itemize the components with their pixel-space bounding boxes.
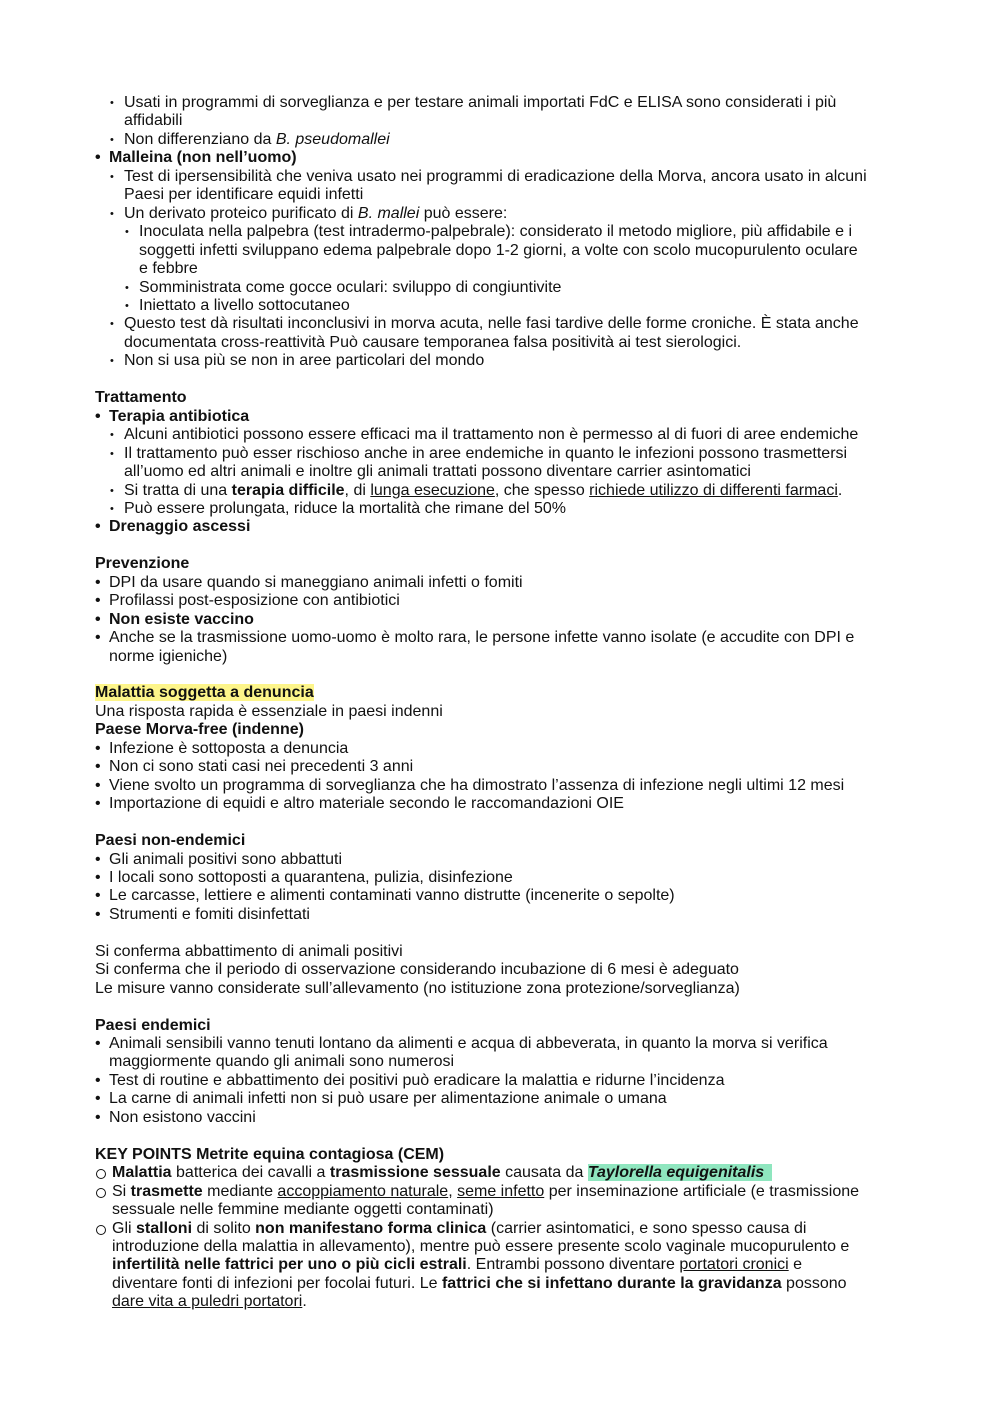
list-item: Si trasmette mediante accoppiamento naturale, seme infetto per inseminazione artificiale (e trasmissione [95, 1183, 915, 1201]
list-item: • Test di ipersensibilità che veniva usato nei programmi di eradicazione della Morva, ancora usato in alcuni [110, 167, 867, 185]
section-heading-non-endemici: Paesi non-endemici [95, 832, 246, 850]
list-item: • Test di routine e abbattimento dei positivi può eradicare la malattia e ridurne l’incidenza [95, 1071, 725, 1089]
list-item: • Non ci sono stati casi nei precedenti 3 anni [95, 758, 414, 776]
list-item: • Somministrata come gocce oculari: sviluppo di congiuntivite [125, 278, 562, 296]
bullet-icon: • [125, 226, 129, 239]
bullet-icon: • [95, 1071, 101, 1089]
list-item: • Può essere prolungata, riduce la mortalità che rimane del 50% [110, 499, 567, 517]
list-item: • Questo test dà risultati inconclusivi in morva acuta, nelle fasi tardive delle forme croniche. È stata anche [110, 315, 859, 333]
bullet-icon: • [110, 133, 114, 146]
hollow-bullet-icon [96, 1169, 106, 1179]
list-item: • DPI da usare quando si maneggiano animali infetti o fomiti [95, 573, 523, 591]
bullet-icon: • [95, 610, 101, 628]
hollow-bullet-icon [96, 1188, 106, 1198]
section-heading-denuncia: Malattia soggetta a denuncia [95, 684, 314, 702]
bullet-icon: • [110, 447, 114, 460]
list-item: • Non esiste vaccino [95, 610, 254, 628]
list-item: • Si tratta di una terapia difficile, di lunga esecuzione, che spesso richiede utilizzo di differenti farmaci. [110, 481, 843, 499]
section-heading-trattamento: Trattamento [95, 389, 187, 407]
bullet-icon: • [95, 739, 101, 757]
bullet-icon: • [110, 484, 114, 497]
bullet-icon: • [95, 592, 101, 610]
paragraph: Una risposta rapida è essenziale in paesi indenni [95, 702, 443, 720]
bullet-icon: • [110, 429, 114, 442]
bullet-icon: • [110, 170, 114, 183]
bullet-icon: • [95, 776, 101, 794]
list-item: Gli stalloni di solito non manifestano forma clinica (carrier asintomatici, e sono spesso causa di [95, 1220, 915, 1238]
bullet-icon: • [110, 355, 114, 368]
list-item: • Non differenziano da B. pseudomallei [110, 130, 390, 148]
section-heading-endemici: Paesi endemici [95, 1016, 211, 1034]
list-item: • Profilassi post-esposizione con antibiotici [95, 592, 400, 610]
bullet-icon: • [125, 299, 129, 312]
section-heading-prevenzione: Prevenzione [95, 555, 190, 573]
list-item: • Malleina (non nell’uomo) [95, 149, 297, 167]
bullet-icon: • [95, 905, 101, 923]
bullet-icon: • [95, 1035, 101, 1053]
bullet-icon: • [125, 281, 129, 294]
list-item: • Il trattamento può esser rischioso anche in aree endemiche in quanto le infezioni possono trasmettersi [110, 444, 848, 462]
list-item: • La carne di animali infetti non si può usare per alimentazione animale o umana [95, 1090, 667, 1108]
section-heading-cem: KEY POINTS Metrite equina contagiosa (CEM) [95, 1145, 445, 1163]
list-item: • Non si usa più se non in aree particolari del mondo [110, 352, 485, 370]
bullet-icon: • [95, 1090, 101, 1108]
list-item: • Un derivato proteico purificato di B. mallei può essere: [110, 204, 508, 222]
list-item: • I locali sono sottoposti a quarantena, pulizia, disinfezione [95, 868, 513, 886]
bullet-icon: • [110, 502, 114, 515]
bullet-icon: • [95, 795, 101, 813]
list-item: • Usati in programmi di sorveglianza e per testare animali importati FdC e ELISA sono considerati i più [110, 94, 837, 111]
bullet-icon: • [110, 97, 114, 109]
bullet-icon: • [110, 318, 114, 331]
bullet-icon: • [95, 850, 101, 868]
document-page: • Usati in programmi di sorveglianza e per testare animali importati FdC e ELISA sono considerati i più affidabili • Non differenziano da B. pseudomallei • Malleina (non nell’uomo) • Test di ipersensibilità che veniva usato nei programmi di eradicazione della Morva, ancora usato in alcuni Paesi per identificare equidi infetti • Un derivato proteico purificato di B. mallei può essere: • Inoculata nella palpebra (test intradermo-palpebrale): considerato il metodo migliore, più affidabile e i soggetti infetti sviluppano edema palpebrale dopo 1-2 giorni, a volte con scolo mucopurulento oculare e febbre • Somministrata come gocce oculari: sviluppo di congiuntivite • Iniettato a livello sottocutaneo • Questo test dà risultati inconclusivi in morva acuta, nelle fasi tardive delle forme croniche. È stata anche documentata cross-reattività Può causare temporanea falsa positività ai test sierologici. • Non si usa più se non in aree particolari del mondo Trattamento • Terapia antibiotica • Alcuni antibiotici possono essere efficaci ma il trattamento non è permesso al di fuori di aree endemiche • Il trattamento può esser rischioso anche in aree endemiche in quanto le infezioni possono trasmettersi all’uomo ed altri animali e inoltre gli animali trattati possono diventare carrier asintomatici • Si tratta di una terapia difficile, di lunga esecuzione, che spesso richiede utilizzo di differenti farmaci. • Può essere prolungata, riduce la mortalità che rimane del 50% • Drenaggio ascessi Prevenzione • DPI da usare quando si maneggiano animali infetti o fomiti • Profilassi post-esposizione con antibiotici • Non esiste vaccino • Anche se la trasmissione uomo-uomo è molto rara, le persone infette vanno isolate (e accudite con DPI e norme igieniche) Malattia soggetta a denuncia Una risposta rapida è essenziale in paesi indenni Paese Morva-free (indenne) • Infezione è sottoposta a denuncia • Non ci sono stati casi nei precedenti 3 anni • Viene svolto un programma di sorveglianza che ha dimostrato l’assenza di infezione negli ultimi 12 mesi • Importazione di equidi e altro materiale secondo le raccomandazioni OIE Paesi non-endemici • Gli animali positivi sono abbattuti • I locali sono sottoposti a quarantena, pulizia, disinfezione • Le carcasse, lettiere e alimenti contaminati vanno distrutte (incenerite o sepolte) • Strumenti e fomiti disinfettati Si conferma abbattimento di animali positivi Si conferma che il periodo di osservazione considerando incubazione di 6 mesi è adeguato Le misure vanno considerate sull’allevamento (no istituzione zona protezione/sorveglianza) Paesi endemici • Animali sensibili vanno tenuti lontano da alimenti e acqua di abbeverata, in quanto la morva si verifica maggiormente quando gli animali sono numerosi • Test di routine e abbattimento dei positivi può eradicare la malattia e ridurne l’incidenza • La carne di animali infetti non si può usare per alimentazione animale o umana • Non esistono vaccini KEY POINTS Metrite equina contagiosa (CEM) Malattia batterica dei cavalli a trasmissione sessuale causata da Taylorella equigenitalis Si trasmette mediante accoppiamento naturale, seme infetto per inseminazione artificiale (e trasmissione sessuale nelle femmine mediante oggetti contaminati) Gli stalloni di solito non manifestano forma clinica (carrier asintomatici, e sono spesso causa di introduzione della malattia in allevamento), mentre può essere presente scolo vaginale mucopurulento e infertilità nelle fattrici per uno o più cicli estrali. Entrambi possono diventare portatori cronici e diventare fonti di infezioni per focolai futuri. Le fattrici che si infettano durante la gravidanza possono dare vita a puledri portatori. [95, 94, 915, 1312]
list-item: • Inoculata nella palpebra (test intradermo-palpebrale): considerato il metodo migliore, più affidabile e i [125, 223, 852, 241]
bullet-icon: • [95, 629, 101, 647]
list-item: • Terapia antibiotica [95, 407, 250, 425]
list-item: • Alcuni antibiotici possono essere efficaci ma il trattamento non è permesso al di fuori di aree endemiche [110, 426, 859, 444]
list-item: • Animali sensibili vanno tenuti lontano da alimenti e acqua di abbeverata, in quanto la morva si verifica [95, 1035, 828, 1053]
subheading: Paese Morva-free (indenne) [95, 721, 304, 739]
bullet-icon: • [95, 407, 101, 425]
bullet-icon: • [95, 868, 101, 886]
list-item: • Strumenti e fomiti disinfettati [95, 905, 310, 923]
list-item: Malattia batterica dei cavalli a trasmissione sessuale causata da Taylorella equigenitalis [95, 1164, 915, 1182]
list-item: • Non esistono vaccini [95, 1108, 256, 1126]
paragraph: Si conferma che il periodo di osservazione considerando incubazione di 6 mesi è adeguato [95, 961, 739, 979]
paragraph: Si conferma abbattimento di animali positivi [95, 942, 403, 960]
list-item: • Le carcasse, lettiere e alimenti contaminati vanno distrutte (incenerite o sepolte) [95, 887, 675, 905]
bullet-icon: • [110, 207, 114, 220]
highlight-taylorella: Taylorella equigenitalis [588, 1164, 772, 1181]
bullet-icon: • [95, 758, 101, 776]
list-item: • Importazione di equidi e altro materiale secondo le raccomandazioni OIE [95, 795, 624, 813]
bullet-icon: • [95, 887, 101, 905]
list-item: • Drenaggio ascessi [95, 518, 251, 536]
list-item: • Iniettato a livello sottocutaneo [125, 296, 350, 314]
bullet-icon: • [95, 573, 101, 591]
list-item: • Gli animali positivi sono abbattuti [95, 850, 343, 868]
list-item: • Viene svolto un programma di sorveglianza che ha dimostrato l’assenza di infezione negli ultimi 12 mesi [95, 776, 845, 794]
paragraph: Le misure vanno considerate sull’allevamento (no istituzione zona protezione/sorveglianza) [95, 979, 740, 997]
hollow-bullet-icon [96, 1225, 106, 1235]
list-item: • Infezione è sottoposta a denuncia [95, 739, 349, 757]
bullet-icon: • [95, 149, 101, 167]
bullet-icon: • [95, 1108, 101, 1126]
bullet-icon: • [95, 518, 101, 536]
list-item: • Anche se la trasmissione uomo-uomo è molto rara, le persone infette vanno isolate (e accudite con DPI e [95, 629, 855, 647]
